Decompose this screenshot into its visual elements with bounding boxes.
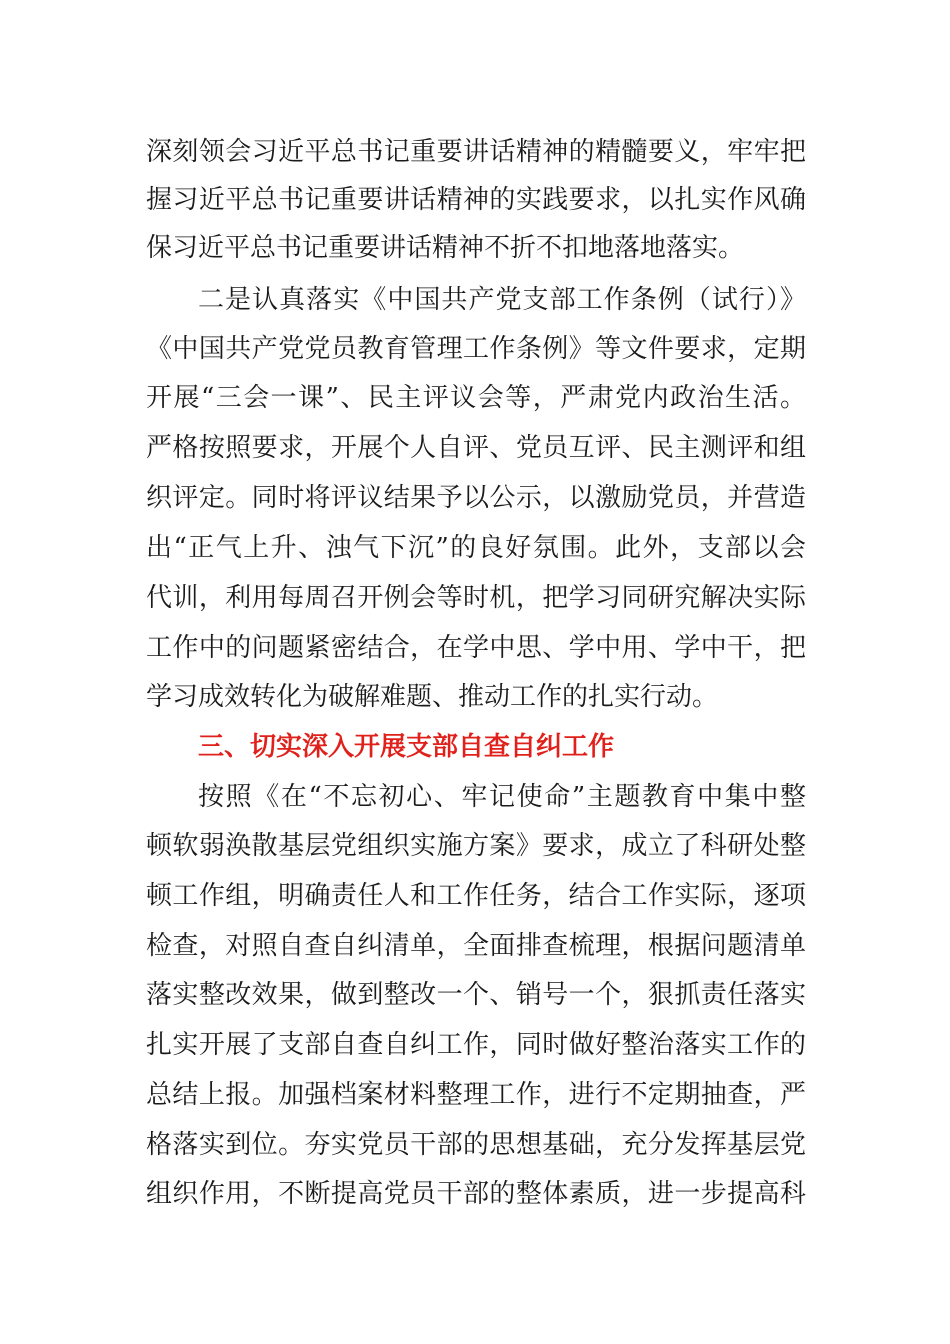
paragraph-3-line-7: 总结上报。加强档案材料整理工作，进行不定期抽查，严 <box>146 1080 806 1110</box>
paragraph-2-line-1: 二是认真落实《中国共产党支部工作条例（试行）》 <box>198 285 806 315</box>
paragraph-1-line-3: 保习近平总书记重要讲话精神不折不扣地落地落实。 <box>146 233 745 263</box>
section-3-heading: 三、切实深入开展支部自查自纠工作 <box>198 732 615 762</box>
paragraph-3-line-3: 顿工作组，明确责任人和工作任务，结合工作实际，逐项 <box>146 881 806 911</box>
paragraph-2-line-9: 学习成效转化为破解难题、推动工作的扎实行动。 <box>146 682 719 712</box>
paragraph-2-line-4: 严格按照要求，开展个人自评、党员互评、民主测评和组 <box>146 433 806 463</box>
paragraph-2-line-6: 出“正气上升、浊气下沉”的良好氛围。此外，支部以会 <box>146 533 806 563</box>
paragraph-1-line-2: 握习近平总书记重要讲话精神的实践要求，以扎实作风确 <box>146 185 806 215</box>
paragraph-3-line-2: 顿软弱涣散基层党组织实施方案》要求，成立了科研处整 <box>146 831 806 861</box>
paragraph-2-line-7: 代训，利用每周召开例会等时机，把学习同研究解决实际 <box>146 583 806 613</box>
paragraph-3-line-4: 检查，对照自查自纠清单，全面排查梳理，根据问题清单 <box>146 931 806 961</box>
paragraph-3-line-1: 按照《在“不忘初心、牢记使命”主题教育中集中整 <box>198 782 806 812</box>
paragraph-3-line-5: 落实整改效果，做到整改一个、销号一个，狠抓责任落实 <box>146 980 806 1010</box>
paragraph-2-line-8: 工作中的问题紧密结合，在学中思、学中用、学中干，把 <box>146 633 806 663</box>
paragraph-1-line-1: 深刻领会习近平总书记重要讲话精神的精髓要义，牢牢把 <box>146 137 806 167</box>
paragraph-2-line-3: 开展“三会一课”、民主评议会等，严肃党内政治生活。 <box>146 383 806 413</box>
paragraph-3-line-9: 组织作用，不断提高党员干部的整体素质，进一步提高科 <box>146 1179 806 1209</box>
paragraph-2-line-5: 织评定。同时将评议结果予以公示，以激励党员，并营造 <box>146 483 806 513</box>
paragraph-3-line-6: 扎实开展了支部自查自纠工作，同时做好整治落实工作的 <box>146 1030 806 1060</box>
paragraph-3-line-8: 格落实到位。夯实党员干部的思想基础，充分发挥基层党 <box>146 1130 806 1160</box>
paragraph-2-line-2: 《中国共产党党员教育管理工作条例》等文件要求，定期 <box>146 334 806 364</box>
